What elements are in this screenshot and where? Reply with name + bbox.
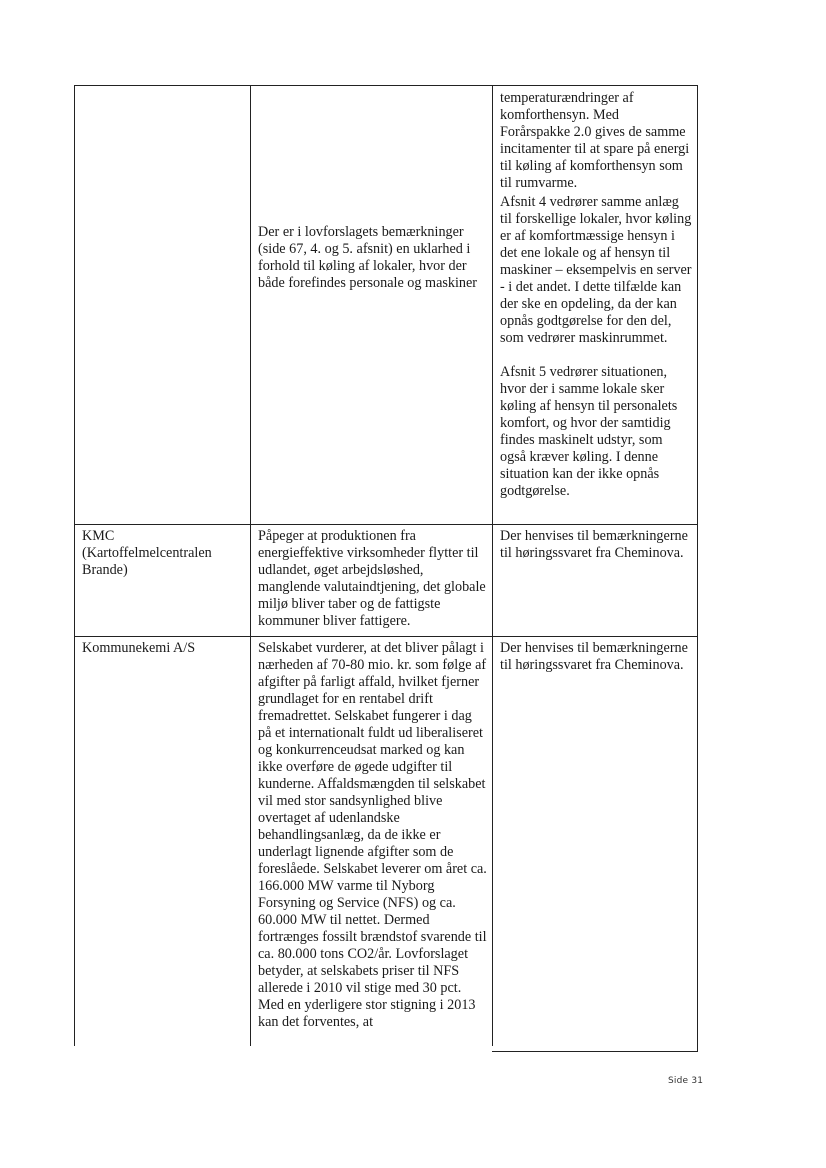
row2-col1-text: KMC (Kartoffelmelcentralen Brande) — [82, 528, 212, 578]
row3-col2-text: Selskabet vurderer, at det bliver pålagt i nærheden af 70-80 mio. kr. som følge af afgifter på farligt affald, hvilket fjerner grundlaget for en rentabel drift fremadrettet. Selskabet fungerer i dag på et internationalt fuldt ud liberaliseret og konkurrenceudsat marked og kan ikke overføre de øgede udgifter til kunderne. Affaldsmængden til selskabet vil med stor sandsynlighed blive overtaget af udenlandske behandlingsanlæg, da de ikke er underlagt lignende afgifter som de foreslåede. Selskabet leverer om året ca. 166.000 MW varme til Nyborg Forsyning og Service (NFS) og ca. 60.000 MW til nettet. Dermed fortrænges fossilt brændstof svarende til ca. 80.000 tons CO2/år. Lovforslaget betyder, at selskabets priser til NFS allerede i 2010 vil stige med 30 pct. Med en yderligere stor stigning i 2013 kan det forventes, at — [258, 640, 487, 1030]
table-divider-2 — [492, 85, 493, 1046]
row1-col2-text: Der er i lovforslagets bemærkninger (side 67, 4. og 5. afsnit) en uklarhed i forhold til køling af lokaler, hvor der både forefindes personale og maskiner — [258, 224, 478, 291]
table-row-divider-1 — [74, 524, 698, 525]
row1-col3-cell — [500, 90, 692, 500]
row3-col2-cell — [258, 640, 488, 1031]
table-border-top — [74, 85, 698, 86]
row2-col2-text: Påpeger at produktionen fra energieffektive virksomheder flytter til udlandet, øget arbejdsløshed, manglende valutaindtjening, det globale miljø bliver taber og de fattigste kommuner bliver fattigere. — [258, 528, 486, 629]
table-divider-1 — [250, 85, 251, 1046]
table-border-bottom-col3 — [492, 1051, 698, 1052]
row2-col1-cell — [82, 528, 242, 579]
table-border-left — [74, 85, 75, 1046]
row3-col1-text: Kommunekemi A/S — [82, 640, 196, 656]
row2-col3-text: Der henvises til bemærkningerne til høringssvaret fra Cheminova. — [500, 528, 688, 561]
table-row-divider-2 — [74, 636, 698, 637]
row1-col3-para-2: Afsnit 4 vedrører samme anlæg til forskellige lokaler, hvor køling er af komfortmæssige hensyn i det ene lokale og af hensyn til maskiner – eksempelvis en server - i det andet. I dette tilfælde kan der ske en opdeling, da der kan opnås godtgørelse for den del, som vedrører maskinrummet. — [500, 194, 692, 346]
row3-col1-cell — [82, 640, 242, 657]
page-number: Side 31 — [668, 1076, 704, 1086]
table-border-right — [697, 85, 698, 1052]
row1-col3-para-1: temperaturændringer af komforthensyn. Med Forårspakke 2.0 gives de samme incitamenter til at spare på energi til køling af komforthensyn som til rumvarme. — [500, 90, 690, 191]
row1-col2-cell — [258, 224, 488, 292]
row2-col3-cell — [500, 528, 692, 562]
row2-col2-cell — [258, 528, 488, 630]
row3-col3-cell — [500, 640, 692, 674]
row1-col3-para-3: Afsnit 5 vedrører situationen, hvor der i samme lokale sker køling af hensyn til personalets komfort, og hvor der samtidig findes maskinelt udstyr, som også kræver køling. I denne situation kan der ikke opnås godtgørelse. — [500, 364, 678, 499]
row3-col3-text: Der henvises til bemærkningerne til høringssvaret fra Cheminova. — [500, 640, 688, 673]
